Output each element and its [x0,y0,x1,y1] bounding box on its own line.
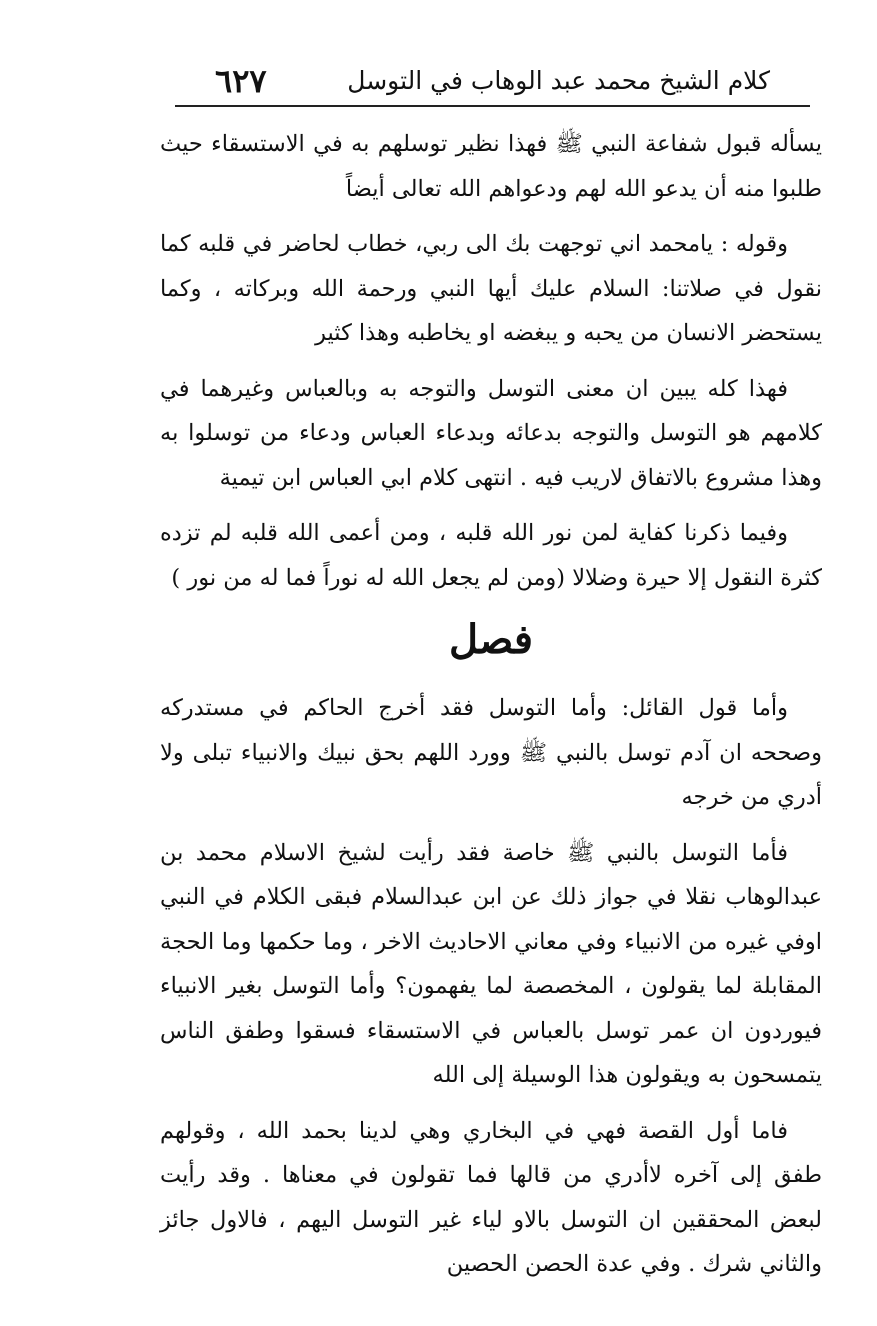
page-number: ٦٢٧ [215,62,267,100]
paragraph: وفيما ذكرنا كفاية لمن نور الله قلبه ، ومن أعمى الله قلبه لم تزده كثرة النقول إلا حيرة وضلالا (ومن لم يجعل الله له نوراً فما له من نور ) [160,520,822,591]
running-title: كلام الشيخ محمد عبد الوهاب في التوسل [347,66,770,95]
body-text [160,122,822,1287]
paragraph: فأما التوسل بالنبي ﷺ خاصة فقد رأيت لشيخ الاسلام محمد بن عبدالوهاب نقلا في جواز ذلك عن ابن عبدالسلام فبقى الكلام في النبي اوفي غيره من الانبياء وفي معاني الاحاديث الاخر ، وما حكمها وما الحجة المقابلة لما يقولون ، المخصصة لما يفهمون؟ وأما التوسل بغير الانبياء فيوردون ان عمر توسل بالعباس في الاستسقاء فسقوا وطفق الناس يتمسحون به ويقولون هذا الوسيلة إلى الله [160,839,822,1088]
header-rule [175,105,810,107]
paragraph: يسأله قبول شفاعة النبي ﷺ فهذا نظير توسلهم به في الاستسقاء حيث طلبوا منه أن يدعو الله لهم ودعواهم الله تعالى أيضاً [160,131,822,202]
paragraph: وقوله : يامحمد اني توجهت بك الى ربي، خطاب لحاضر في قلبه كما نقول في صلاتنا: السلام عليك أيها النبي ورحمة الله وبركاته ، وكما يستحضر الانسان من يحبه و يبغضه او يخاطبه وهذا كثير [160,231,822,346]
section-heading: فصل [448,616,534,663]
page-header [175,58,810,102]
paragraph: فاما أول القصة فهي في البخاري وهي لدينا بحمد الله ، وقولهم طفق إلى آخره لاأدري من قالها فما تقولون في معناها . وقد رأيت لبعض المحققين ان التوسل بالاو لياء غير التوسل اليهم ، فالاول جائز والثاني شرك . وفي عدة الحصن الحصين [160,1117,822,1277]
paragraph: وأما قول القائل: وأما التوسل فقد أخرج الحاكم في مستدركه وصححه ان آدم توسل بالنبي ﷺ وورد اللهم بحق نبيك والانبياء تبلى ولا أدري من خرجه [160,695,822,810]
paragraph: فهذا كله يبين ان معنى التوسل والتوجه به وبالعباس وغيرهما في كلامهم هو التوسل والتوجه بدعائه وبدعاء العباس ودعاء من توسلوا به وهذا مشروع بالاتفاق لاريب فيه . انتهى كلام ابي العباس ابن تيمية [160,375,822,491]
